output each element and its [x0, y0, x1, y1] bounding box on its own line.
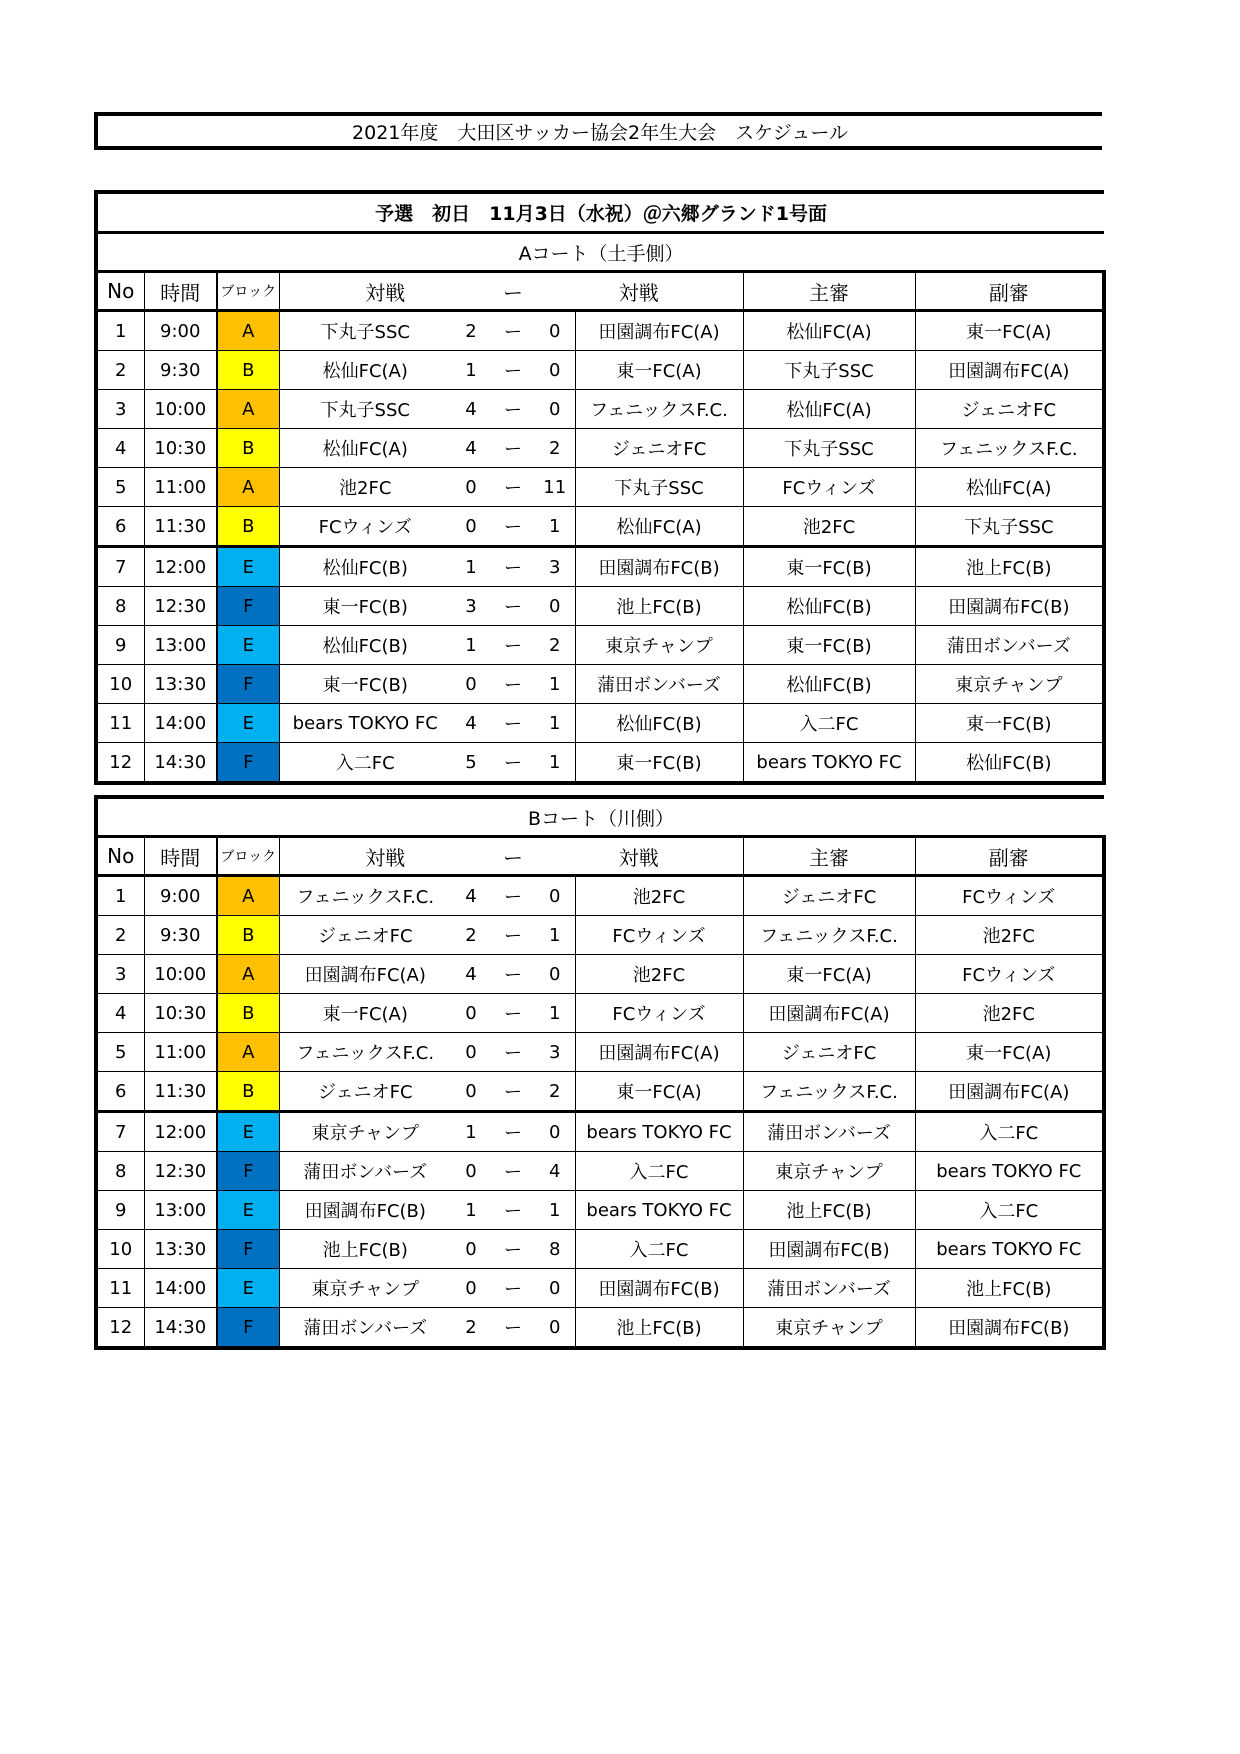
match-row	[96, 1152, 1104, 1191]
home-score: 1	[451, 626, 491, 665]
match-row	[96, 587, 1104, 626]
match-time: 11:00	[144, 468, 217, 507]
court-header-row	[96, 233, 1104, 272]
home-team: 松仙FC(B)	[279, 626, 451, 665]
referee: 東京チャンプ	[743, 1152, 915, 1191]
match-time: 13:30	[144, 665, 217, 704]
block-badge: A	[217, 468, 279, 507]
score-dash: ー	[491, 1269, 535, 1308]
assistant-referee: 田園調布FC(B)	[915, 587, 1104, 626]
assistant-referee: 田園調布FC(A)	[915, 1072, 1104, 1112]
match-time: 14:30	[144, 1308, 217, 1349]
home-team: ジェニオFC	[279, 1072, 451, 1112]
block-badge: F	[217, 1308, 279, 1349]
home-score: 1	[451, 547, 491, 587]
referee: 下丸子SSC	[743, 429, 915, 468]
assistant-referee: 池上FC(B)	[915, 547, 1104, 587]
block-badge: F	[217, 1152, 279, 1191]
assistant-referee: bears TOKYO FC	[915, 1152, 1104, 1191]
home-score: 4	[451, 429, 491, 468]
score-dash: ー	[491, 743, 535, 784]
match-time: 13:00	[144, 626, 217, 665]
away-team: 池上FC(B)	[575, 1308, 743, 1349]
assistant-referee: 東一FC(A)	[915, 311, 1104, 351]
match-time: 9:00	[144, 876, 217, 916]
away-score: 0	[535, 1308, 575, 1349]
match-no: 7	[96, 1112, 144, 1152]
away-team: 池上FC(B)	[575, 587, 743, 626]
match-no: 2	[96, 351, 144, 390]
away-team: 蒲田ボンバーズ	[575, 665, 743, 704]
referee: 蒲田ボンバーズ	[743, 1112, 915, 1152]
assistant-referee: 蒲田ボンバーズ	[915, 626, 1104, 665]
column-header-match: 対戦	[535, 272, 743, 311]
referee: 入二FC	[743, 704, 915, 743]
match-row	[96, 916, 1104, 955]
block-badge: A	[217, 1033, 279, 1072]
match-no: 12	[96, 743, 144, 784]
assistant-referee: 入二FC	[915, 1191, 1104, 1230]
day-header-row	[96, 192, 1104, 233]
match-time: 10:00	[144, 955, 217, 994]
away-team: 松仙FC(B)	[575, 704, 743, 743]
match-row	[96, 1191, 1104, 1230]
away-team: 松仙FC(A)	[575, 507, 743, 547]
score-dash: ー	[491, 351, 535, 390]
match-time: 11:30	[144, 1072, 217, 1112]
away-score: 1	[535, 507, 575, 547]
home-team: FCウィンズ	[279, 507, 451, 547]
match-row	[96, 1230, 1104, 1269]
home-team: フェニックスF.C.	[279, 876, 451, 916]
referee: 東京チャンプ	[743, 1308, 915, 1349]
match-no: 8	[96, 1152, 144, 1191]
match-no: 10	[96, 1230, 144, 1269]
assistant-referee: 田園調布FC(A)	[915, 351, 1104, 390]
match-row	[96, 311, 1104, 351]
column-header-assistant: 副審	[915, 272, 1104, 311]
block-badge: A	[217, 311, 279, 351]
assistant-referee: 田園調布FC(B)	[915, 1308, 1104, 1349]
match-no: 1	[96, 876, 144, 916]
match-no: 5	[96, 468, 144, 507]
away-score: 0	[535, 351, 575, 390]
home-score: 3	[451, 587, 491, 626]
away-team: 池2FC	[575, 955, 743, 994]
match-row	[96, 351, 1104, 390]
score-dash: ー	[491, 704, 535, 743]
score-dash: ー	[491, 1112, 535, 1152]
home-team: 東一FC(B)	[279, 587, 451, 626]
home-team: 池上FC(B)	[279, 1230, 451, 1269]
block-badge: E	[217, 1191, 279, 1230]
home-score: 0	[451, 1072, 491, 1112]
referee: 松仙FC(A)	[743, 390, 915, 429]
away-score: 2	[535, 429, 575, 468]
block-badge: F	[217, 1230, 279, 1269]
away-team: bears TOKYO FC	[575, 1191, 743, 1230]
column-header-match: 対戦	[535, 837, 743, 876]
away-team: フェニックスF.C.	[575, 390, 743, 429]
match-no: 6	[96, 1072, 144, 1112]
court-b-schedule-table	[94, 795, 1106, 1350]
match-time: 10:30	[144, 429, 217, 468]
match-no: 10	[96, 665, 144, 704]
home-team: 松仙FC(A)	[279, 429, 451, 468]
match-row	[96, 547, 1104, 587]
match-row	[96, 1112, 1104, 1152]
score-dash: ー	[491, 390, 535, 429]
away-score: 4	[535, 1152, 575, 1191]
match-time: 11:00	[144, 1033, 217, 1072]
match-time: 12:00	[144, 1112, 217, 1152]
match-no: 12	[96, 1308, 144, 1349]
page-title: 2021年度 大田区サッカー協会2年生大会 スケジュール	[94, 112, 1102, 150]
match-row	[96, 390, 1104, 429]
column-header-dash: ー	[491, 837, 535, 876]
match-no: 11	[96, 704, 144, 743]
referee: フェニックスF.C.	[743, 916, 915, 955]
match-time: 13:30	[144, 1230, 217, 1269]
match-no: 1	[96, 311, 144, 351]
home-score: 0	[451, 1230, 491, 1269]
referee: ジェニオFC	[743, 1033, 915, 1072]
away-team: 田園調布FC(B)	[575, 547, 743, 587]
home-score: 0	[451, 1152, 491, 1191]
away-score: 0	[535, 955, 575, 994]
score-dash: ー	[491, 507, 535, 547]
home-score: 0	[451, 994, 491, 1033]
match-time: 12:00	[144, 547, 217, 587]
home-team: 蒲田ボンバーズ	[279, 1308, 451, 1349]
referee: 田園調布FC(A)	[743, 994, 915, 1033]
block-badge: F	[217, 587, 279, 626]
home-score: 1	[451, 351, 491, 390]
match-no: 11	[96, 1269, 144, 1308]
referee: 田園調布FC(B)	[743, 1230, 915, 1269]
score-dash: ー	[491, 665, 535, 704]
match-row	[96, 994, 1104, 1033]
referee: 蒲田ボンバーズ	[743, 1269, 915, 1308]
match-time: 10:30	[144, 994, 217, 1033]
column-header-row	[96, 837, 1104, 876]
referee: ジェニオFC	[743, 876, 915, 916]
home-score: 4	[451, 955, 491, 994]
away-team: ジェニオFC	[575, 429, 743, 468]
match-no: 4	[96, 994, 144, 1033]
block-badge: F	[217, 743, 279, 784]
match-time: 12:30	[144, 587, 217, 626]
away-team: 入二FC	[575, 1230, 743, 1269]
match-time: 9:00	[144, 311, 217, 351]
match-no: 9	[96, 626, 144, 665]
home-score: 5	[451, 743, 491, 784]
away-score: 0	[535, 1112, 575, 1152]
match-time: 14:00	[144, 1269, 217, 1308]
match-row	[96, 1308, 1104, 1349]
away-score: 3	[535, 547, 575, 587]
block-badge: B	[217, 1072, 279, 1112]
column-header-block: ブロック	[217, 837, 279, 876]
home-score: 2	[451, 1308, 491, 1349]
match-row	[96, 507, 1104, 547]
match-row	[96, 743, 1104, 784]
away-score: 1	[535, 916, 575, 955]
home-score: 4	[451, 704, 491, 743]
block-badge: E	[217, 1112, 279, 1152]
court-name: Aコート（土手側）	[96, 233, 1104, 272]
column-header-row	[96, 272, 1104, 311]
away-score: 2	[535, 1072, 575, 1112]
referee: 松仙FC(B)	[743, 665, 915, 704]
score-dash: ー	[491, 1152, 535, 1191]
home-team: 松仙FC(B)	[279, 547, 451, 587]
score-dash: ー	[491, 626, 535, 665]
score-dash: ー	[491, 429, 535, 468]
away-team: FCウィンズ	[575, 994, 743, 1033]
away-score: 1	[535, 743, 575, 784]
assistant-referee: ジェニオFC	[915, 390, 1104, 429]
home-score: 0	[451, 665, 491, 704]
match-time: 11:30	[144, 507, 217, 547]
assistant-referee: 池2FC	[915, 916, 1104, 955]
column-header-referee: 主審	[743, 837, 915, 876]
column-header-referee: 主審	[743, 272, 915, 311]
assistant-referee: 下丸子SSC	[915, 507, 1104, 547]
home-score: 0	[451, 507, 491, 547]
match-no: 3	[96, 390, 144, 429]
assistant-referee: 東一FC(A)	[915, 1033, 1104, 1072]
match-time: 13:00	[144, 1191, 217, 1230]
column-header-match: 対戦	[279, 837, 491, 876]
home-team: bears TOKYO FC	[279, 704, 451, 743]
home-score: 0	[451, 468, 491, 507]
match-time: 14:00	[144, 704, 217, 743]
away-score: 1	[535, 665, 575, 704]
home-team: 東京チャンプ	[279, 1269, 451, 1308]
assistant-referee: 入二FC	[915, 1112, 1104, 1152]
away-team: 田園調布FC(B)	[575, 1269, 743, 1308]
match-time: 9:30	[144, 916, 217, 955]
match-no: 3	[96, 955, 144, 994]
away-score: 0	[535, 876, 575, 916]
column-header-no: No	[96, 272, 144, 311]
assistant-referee: FCウィンズ	[915, 955, 1104, 994]
away-team: 東一FC(B)	[575, 743, 743, 784]
away-team: 池2FC	[575, 876, 743, 916]
score-dash: ー	[491, 955, 535, 994]
column-header-dash: ー	[491, 272, 535, 311]
away-score: 1	[535, 704, 575, 743]
match-row	[96, 468, 1104, 507]
block-badge: B	[217, 994, 279, 1033]
assistant-referee: 松仙FC(B)	[915, 743, 1104, 784]
home-team: 田園調布FC(B)	[279, 1191, 451, 1230]
block-badge: B	[217, 507, 279, 547]
away-score: 1	[535, 994, 575, 1033]
column-header-match: 対戦	[279, 272, 491, 311]
assistant-referee: 東京チャンプ	[915, 665, 1104, 704]
column-header-time: 時間	[144, 272, 217, 311]
court-name: Bコート（川側）	[96, 797, 1104, 837]
assistant-referee: フェニックスF.C.	[915, 429, 1104, 468]
home-team: 田園調布FC(A)	[279, 955, 451, 994]
match-no: 7	[96, 547, 144, 587]
referee: 松仙FC(A)	[743, 311, 915, 351]
home-team: 東一FC(B)	[279, 665, 451, 704]
away-score: 0	[535, 587, 575, 626]
home-score: 4	[451, 876, 491, 916]
block-badge: E	[217, 704, 279, 743]
match-row	[96, 665, 1104, 704]
score-dash: ー	[491, 1191, 535, 1230]
referee: bears TOKYO FC	[743, 743, 915, 784]
score-dash: ー	[491, 311, 535, 351]
match-no: 8	[96, 587, 144, 626]
match-row	[96, 429, 1104, 468]
away-team: 東一FC(A)	[575, 1072, 743, 1112]
assistant-referee: 東一FC(B)	[915, 704, 1104, 743]
away-team: 田園調布FC(A)	[575, 311, 743, 351]
away-score: 0	[535, 311, 575, 351]
home-score: 2	[451, 311, 491, 351]
assistant-referee: 池上FC(B)	[915, 1269, 1104, 1308]
away-score: 1	[535, 1191, 575, 1230]
away-score: 11	[535, 468, 575, 507]
match-time: 12:30	[144, 1152, 217, 1191]
block-badge: E	[217, 547, 279, 587]
match-no: 9	[96, 1191, 144, 1230]
referee: 池上FC(B)	[743, 1191, 915, 1230]
away-team: 入二FC	[575, 1152, 743, 1191]
home-team: 入二FC	[279, 743, 451, 784]
home-score: 2	[451, 916, 491, 955]
score-dash: ー	[491, 1033, 535, 1072]
score-dash: ー	[491, 916, 535, 955]
assistant-referee: 松仙FC(A)	[915, 468, 1104, 507]
referee: 下丸子SSC	[743, 351, 915, 390]
score-dash: ー	[491, 1308, 535, 1349]
block-badge: B	[217, 429, 279, 468]
referee: 東一FC(B)	[743, 547, 915, 587]
referee: 東一FC(A)	[743, 955, 915, 994]
day-header: 予選 初日 11月3日（水祝）＠六郷グランド1号面	[96, 192, 1104, 233]
match-row	[96, 626, 1104, 665]
score-dash: ー	[491, 587, 535, 626]
match-time: 14:30	[144, 743, 217, 784]
away-team: 下丸子SSC	[575, 468, 743, 507]
home-score: 1	[451, 1191, 491, 1230]
block-badge: B	[217, 916, 279, 955]
match-row	[96, 1033, 1104, 1072]
referee: FCウィンズ	[743, 468, 915, 507]
away-team: 東一FC(A)	[575, 351, 743, 390]
column-header-no: No	[96, 837, 144, 876]
home-team: 下丸子SSC	[279, 311, 451, 351]
home-team: 松仙FC(A)	[279, 351, 451, 390]
away-team: FCウィンズ	[575, 916, 743, 955]
match-time: 10:00	[144, 390, 217, 429]
away-score: 0	[535, 1269, 575, 1308]
assistant-referee: bears TOKYO FC	[915, 1230, 1104, 1269]
match-row	[96, 704, 1104, 743]
match-row	[96, 876, 1104, 916]
home-team: フェニックスF.C.	[279, 1033, 451, 1072]
away-team: 田園調布FC(A)	[575, 1033, 743, 1072]
match-no: 2	[96, 916, 144, 955]
match-row	[96, 1269, 1104, 1308]
column-header-block: ブロック	[217, 272, 279, 311]
referee: 松仙FC(B)	[743, 587, 915, 626]
home-score: 0	[451, 1033, 491, 1072]
block-badge: E	[217, 1269, 279, 1308]
home-team: 東一FC(A)	[279, 994, 451, 1033]
home-team: 池2FC	[279, 468, 451, 507]
referee: 池2FC	[743, 507, 915, 547]
score-dash: ー	[491, 1230, 535, 1269]
home-team: 蒲田ボンバーズ	[279, 1152, 451, 1191]
home-team: ジェニオFC	[279, 916, 451, 955]
away-team: bears TOKYO FC	[575, 1112, 743, 1152]
away-score: 2	[535, 626, 575, 665]
away-score: 8	[535, 1230, 575, 1269]
column-header-assistant: 副審	[915, 837, 1104, 876]
block-badge: F	[217, 665, 279, 704]
match-no: 5	[96, 1033, 144, 1072]
score-dash: ー	[491, 547, 535, 587]
block-badge: E	[217, 626, 279, 665]
home-team: 下丸子SSC	[279, 390, 451, 429]
referee: フェニックスF.C.	[743, 1072, 915, 1112]
away-score: 3	[535, 1033, 575, 1072]
away-score: 0	[535, 390, 575, 429]
court-a-schedule-table	[94, 190, 1106, 785]
match-no: 6	[96, 507, 144, 547]
assistant-referee: 池2FC	[915, 994, 1104, 1033]
score-dash: ー	[491, 876, 535, 916]
block-badge: A	[217, 955, 279, 994]
score-dash: ー	[491, 468, 535, 507]
block-badge: B	[217, 351, 279, 390]
match-time: 9:30	[144, 351, 217, 390]
assistant-referee: FCウィンズ	[915, 876, 1104, 916]
column-header-time: 時間	[144, 837, 217, 876]
match-no: 4	[96, 429, 144, 468]
match-row	[96, 1072, 1104, 1112]
score-dash: ー	[491, 1072, 535, 1112]
referee: 東一FC(B)	[743, 626, 915, 665]
block-badge: A	[217, 390, 279, 429]
block-badge: A	[217, 876, 279, 916]
home-score: 1	[451, 1112, 491, 1152]
match-row	[96, 955, 1104, 994]
court-header-row	[96, 797, 1104, 837]
away-team: 東京チャンプ	[575, 626, 743, 665]
home-team: 東京チャンプ	[279, 1112, 451, 1152]
home-score: 0	[451, 1269, 491, 1308]
score-dash: ー	[491, 994, 535, 1033]
home-score: 4	[451, 390, 491, 429]
